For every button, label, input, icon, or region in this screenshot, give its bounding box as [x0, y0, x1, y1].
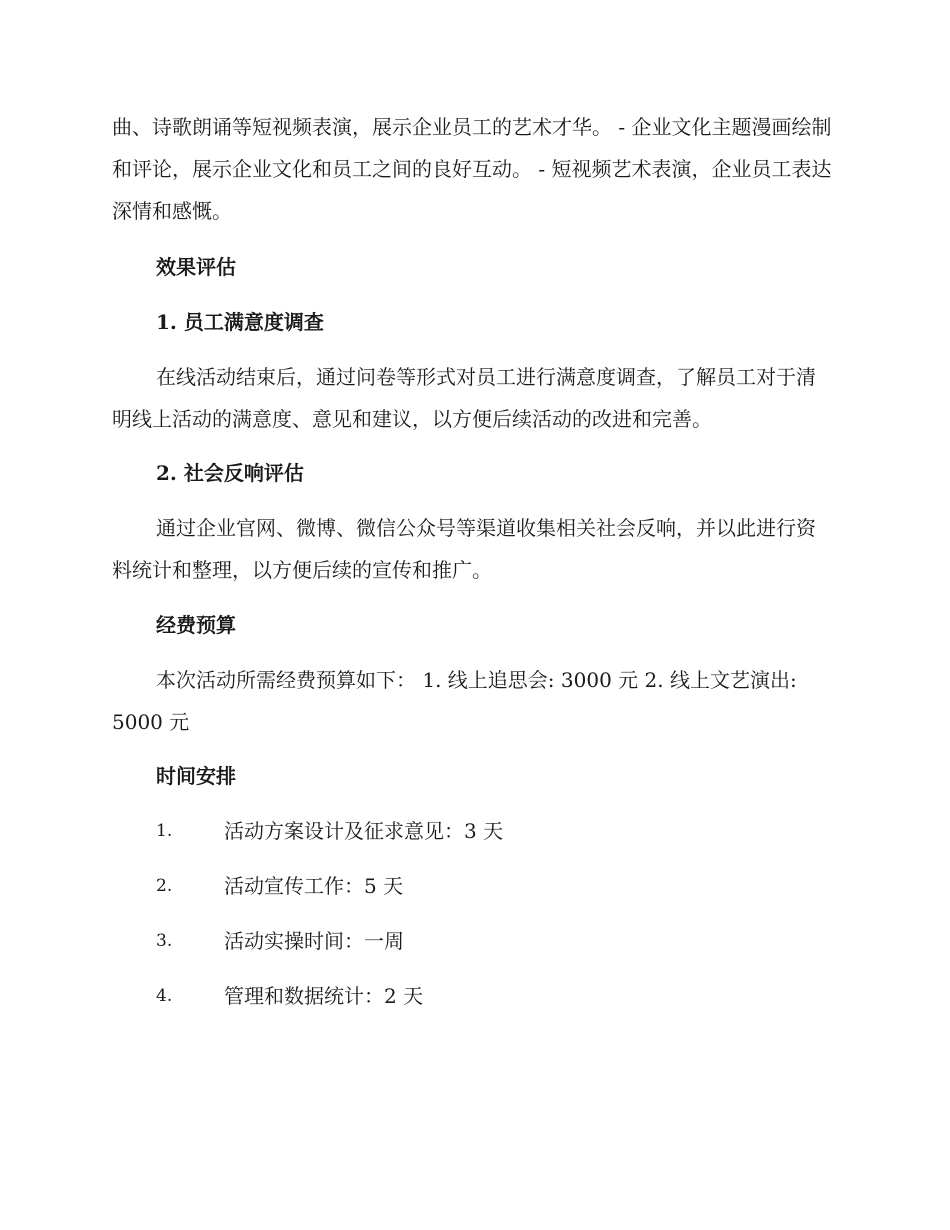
section-heading-budget: 经费预算 [156, 613, 236, 637]
list-number: 3. [156, 931, 173, 951]
paragraph-budget: 本次活动所需经费预算如下： 1. 线上追思会: 3000 元 2. 线上文艺演出: 5000 元 [112, 668, 797, 734]
paragraph-satisfaction-survey: 在线活动结束后，通过问卷等形式对员工进行满意度调查，了解员工对于清明线上活动的满意度、意见和建议，以方便后续活动的改进和完善。 [112, 365, 816, 431]
list-text: 活动方案设计及征求意见：3 天 [224, 819, 504, 843]
schedule-list-item [156, 920, 832, 962]
subheading-satisfaction-survey: 1. 员工满意度调查 [156, 310, 324, 334]
subheading-social-response: 2. 社会反响评估 [156, 461, 304, 485]
list-text: 活动实操时间：一周 [224, 929, 404, 953]
list-number: 2. [156, 876, 173, 896]
section-heading-schedule: 时间安排 [156, 764, 236, 788]
schedule-list-item [156, 975, 832, 1017]
paragraph-social-response: 通过企业官网、微博、微信公众号等渠道收集相关社会反响，并以此进行资料统计和整理，以方便后续的宣传和推广。 [112, 516, 816, 582]
list-text: 管理和数据统计：2 天 [224, 984, 424, 1008]
schedule-list-item [156, 865, 832, 907]
list-number: 1. [156, 821, 173, 841]
list-number: 4. [156, 986, 173, 1006]
schedule-list-item [156, 810, 832, 852]
intro-paragraph: 曲、诗歌朗诵等短视频表演，展示企业员工的艺术才华。 - 企业文化主题漫画绘制和评论，展示企业文化和员工之间的良好互动。 - 短视频艺术表演，企业员工表达深情和感慨。 [112, 115, 832, 223]
section-heading-evaluation: 效果评估 [156, 255, 236, 279]
list-text: 活动宣传工作：5 天 [224, 874, 404, 898]
